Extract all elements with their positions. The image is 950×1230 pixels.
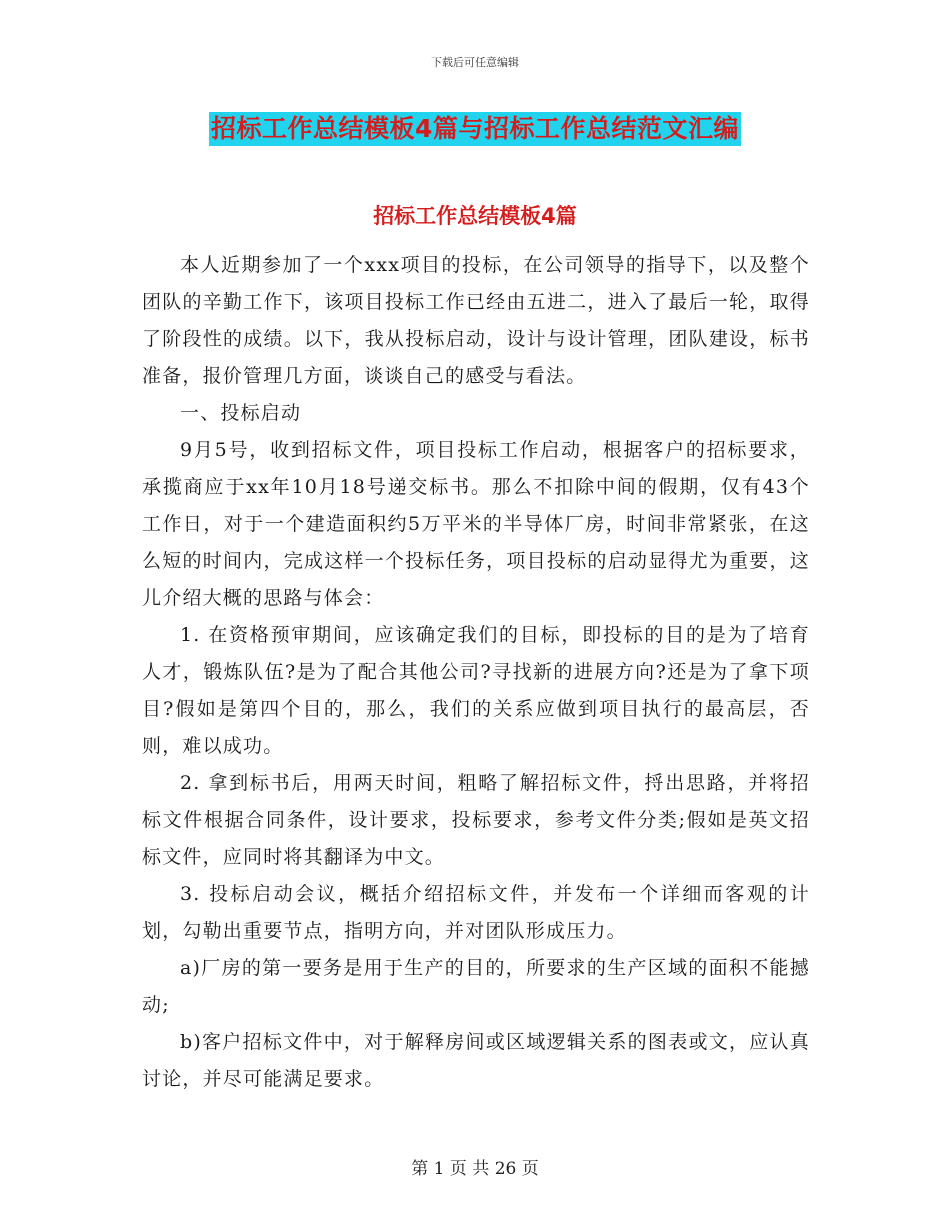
main-title-container	[0, 112, 950, 146]
paragraph-item-3: 3. 投标启动会议，概括介绍招标文件，并发布一个详细而客观的计划，勾勒出重要节点，指明方向，并对团队形成压力。	[142, 883, 810, 942]
paragraph-item-1: 1. 在资格预审期间，应该确定我们的目标，即投标的目的是为了培育人才，锻炼队伍?是为了配合其他公司?寻找新的进展方向?还是为了拿下项目?假如是第四个目的，那么，我们的关系应做到项目执行的最高层，否则，难以成功。	[142, 624, 810, 757]
paragraph-intro: 本人近期参加了一个xxx项目的投标，在公司领导的指导下，以及整个团队的辛勤工作下，该项目投标工作已经由五进二，进入了最后一轮，取得了阶段性的成绩。以下，我从投标启动，设计与设计管理，团队建设，标书准备，报价管理几方面，谈谈自己的感受与看法。	[142, 254, 810, 387]
page-header-note: 下载后可任意编辑	[431, 56, 519, 69]
section-heading-bid-start: 一、投标启动	[180, 402, 302, 424]
sub-title: 招标工作总结模板4篇	[373, 204, 577, 228]
page-number-footer: 第 1 页 共 26 页	[411, 1159, 539, 1179]
paragraph-sub-b: b)客户招标文件中，对于解释房间或区域逻辑关系的图表或文，应认真讨论，并尽可能满足要求。	[142, 1031, 810, 1090]
paragraph-item-2: 2. 拿到标书后，用两天时间，粗略了解招标文件，捋出思路，并将招标文件根据合同条件，设计要求，投标要求，参考文件分类;假如是英文招标文件，应同时将其翻译为中文。	[142, 772, 810, 868]
paragraph-schedule: 9月5号，收到招标文件，项目投标工作启动，根据客户的招标要求，承揽商应于xx年10月18号递交标书。那么不扣除中间的假期，仅有43个工作日，对于一个建造面积约5万平米的半导体厂房，时间非常紧张，在这么短的时间内，完成这样一个投标任务，项目投标的启动显得尤为重要，这儿介绍大概的思路与体会：	[142, 439, 810, 609]
document-body	[142, 247, 810, 1098]
main-title: 招标工作总结模板4篇与招标工作总结范文汇编	[209, 112, 741, 146]
paragraph-sub-a: a)厂房的第一要务是用于生产的目的，所要求的生产区域的面积不能撼动;	[142, 957, 810, 1016]
